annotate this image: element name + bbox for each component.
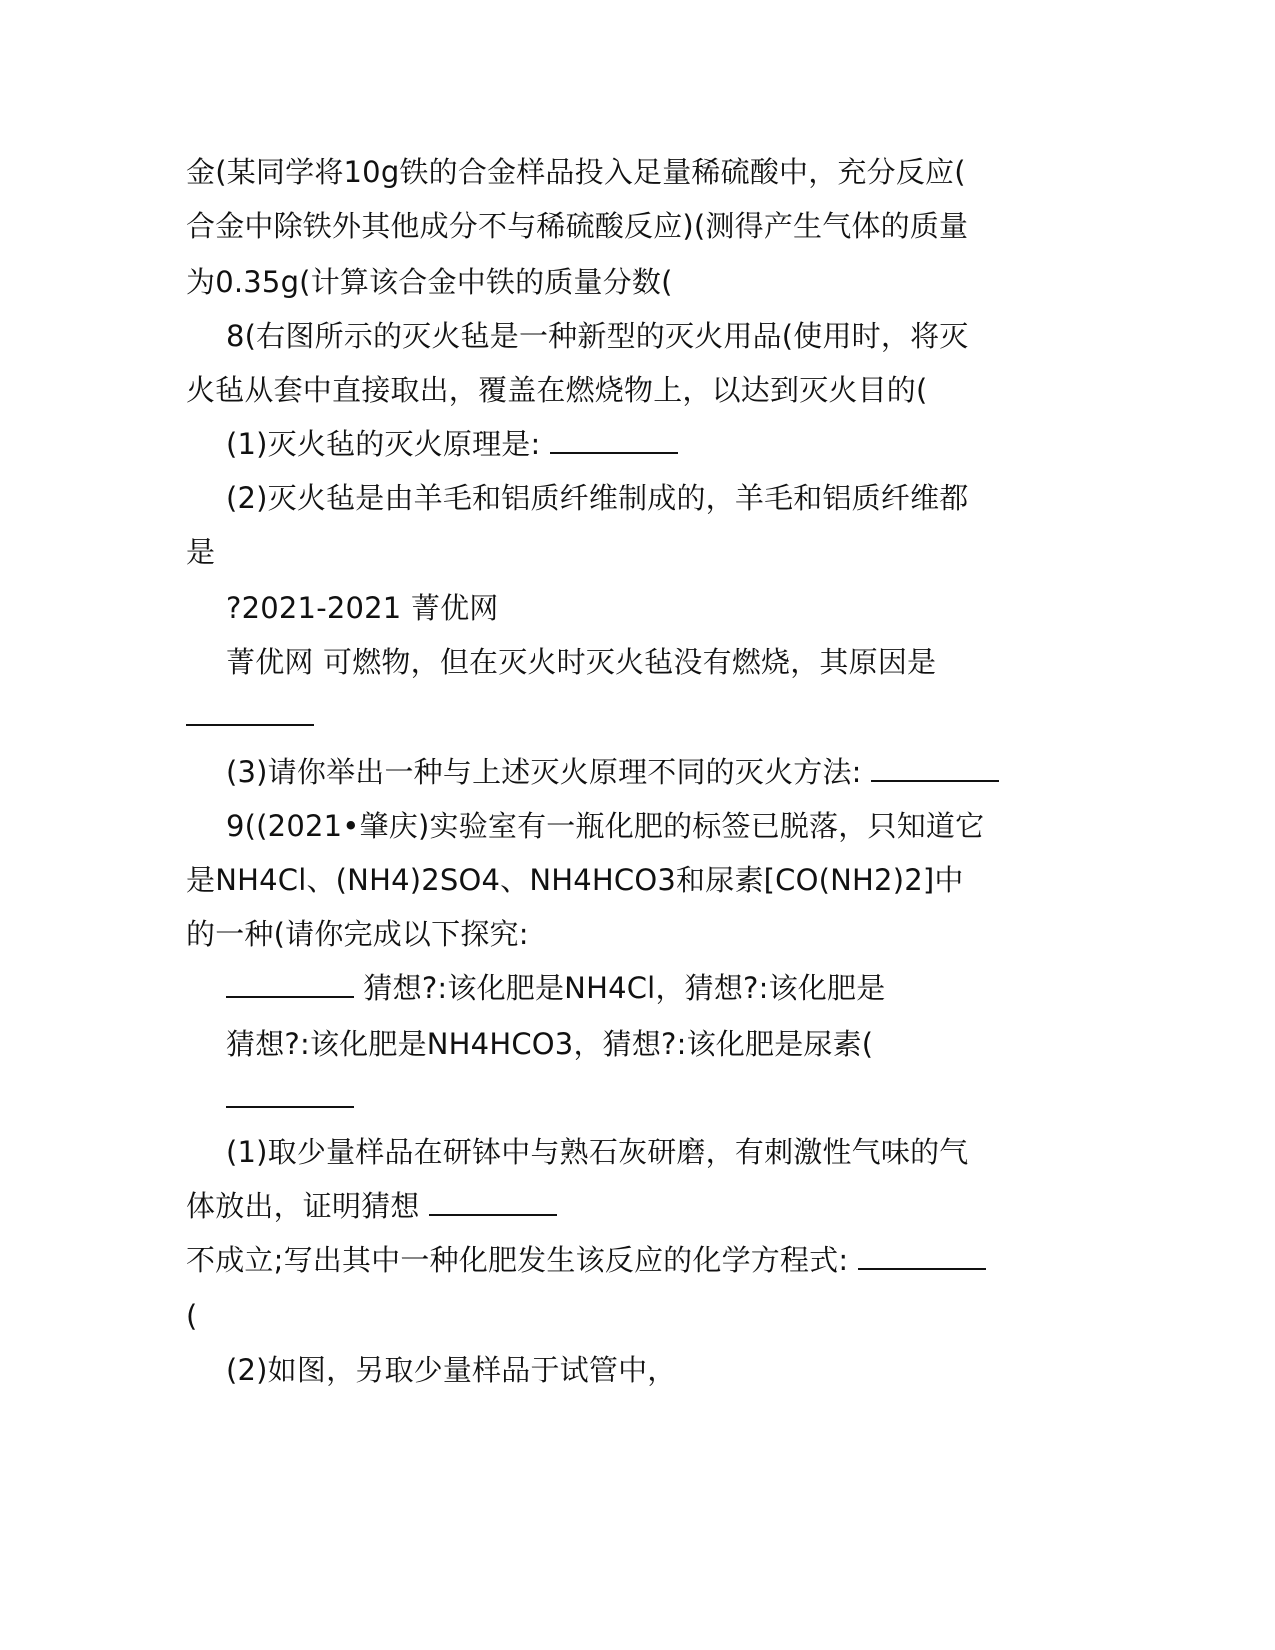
text-line-3: 为0.35g(计算该合金中铁的质量分数( [186,265,673,299]
question-8-part-2-line-3: 菁优网 可燃物，但在灭火时灭火毡没有燃烧，其原因是 [226,645,937,679]
question-9-part-1-line-2-text: 体放出，证明猜想 [186,1189,430,1223]
question-9-part-2-line-1: (2)如图，另取少量样品于试管中， [226,1353,677,1387]
question-9-part-1-line-4: ( [186,1299,198,1333]
answer-blank[interactable] [871,754,999,782]
answer-blank[interactable] [226,1080,354,1108]
answer-blank[interactable] [858,1242,986,1270]
question-9-part-1-line-3 [186,1240,986,1280]
question-8-part-1 [226,424,678,464]
question-8-part-2-line-2: 是 [186,535,216,569]
question-9-line-1: 9((2021•肇庆)实验室有一瓶化肥的标签已脱落，只知道它 [226,809,985,843]
question-8-part-1-text: (1)灭火毡的灭火原理是: [226,427,550,461]
question-9-line-2: 是NH4Cl、(NH4)2SO4、NH4HCO3和尿素[CO(NH2)2]中 [186,863,964,897]
answer-blank[interactable] [226,970,354,998]
question-8-part-2-line-1: (2)灭火毡是由羊毛和铝质纤维制成的，羊毛和铝质纤维都 [226,481,969,515]
hypothesis-line-1 [226,968,885,1008]
question-8-line-2: 火毡从套中直接取出，覆盖在燃烧物上，以达到灭火目的( [186,373,928,407]
question-9-part-1-line-3-text: 不成立;写出其中一种化肥发生该反应的化学方程式: [186,1243,858,1277]
hypothesis-line-2: 猜想?:该化肥是NH4HCO3，猜想?:该化肥是尿素( [226,1027,874,1061]
question-9-line-3: 的一种(请你完成以下探究: [186,917,529,951]
answer-blank[interactable] [186,698,314,726]
text-line-1: 金(某同学将10g铁的合金样品投入足量稀硫酸中，充分反应( [186,155,966,189]
text-line-2: 合金中除铁外其他成分不与稀硫酸反应)(测得产生气体的质量 [186,209,969,243]
question-8-part-3-text: (3)请你举出一种与上述灭火原理不同的灭火方法: [226,755,872,789]
question-8-line-1: 8(右图所示的灭火毡是一种新型的灭火用品(使用时，将灭 [226,319,969,353]
hypothesis-answer-line [226,1078,354,1118]
question-9-part-1-line-2 [186,1186,557,1226]
answer-line [186,696,314,736]
answer-blank[interactable] [429,1188,557,1216]
hypothesis-line-1-text: 猜想?:该化肥是NH4Cl，猜想?:该化肥是 [354,971,886,1005]
copyright-line: ?2021-2021 菁优网 [226,591,499,625]
answer-blank[interactable] [550,426,678,454]
question-9-part-1-line-1: (1)取少量样品在研钵中与熟石灰研磨，有刺激性气味的气 [226,1135,969,1169]
question-8-part-3 [226,752,999,792]
